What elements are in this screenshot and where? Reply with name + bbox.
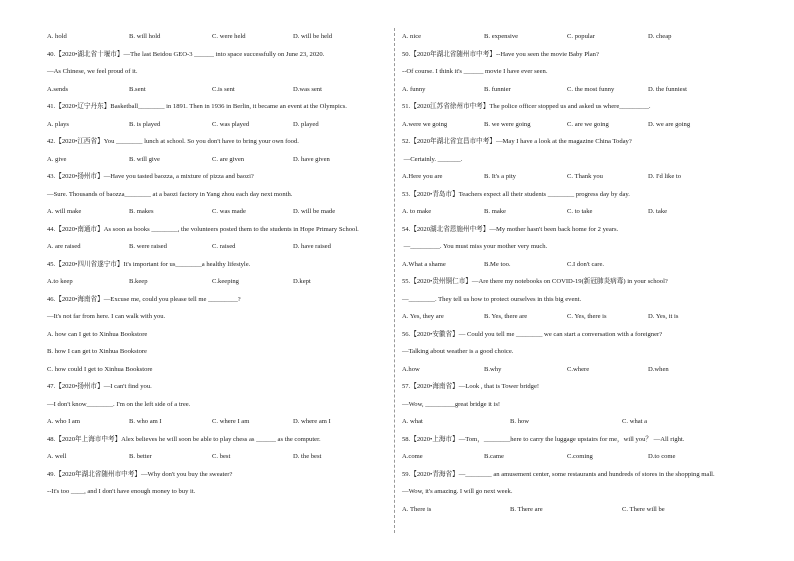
answer-option: A. plays [47, 120, 69, 128]
question-line: —It's not far from here. I can walk with you. [47, 313, 166, 320]
question-line: 54.【2020湖北省恩施州中考】—My mother hasn't been back home for 2 years. [402, 225, 619, 233]
question-line: 40.【2020•湖北省十堰市】—The last Beidou GEO-3 ______ into space successfully on June 23, 2020. [47, 50, 325, 58]
answer-options [47, 85, 387, 94]
answer-option: B. will hold [129, 33, 161, 40]
answer-option: B. is played [129, 120, 161, 128]
answer-option: A. nice [402, 33, 422, 40]
question-line: 47.【2020•扬州市】—I can't find you. [47, 383, 152, 390]
answer-option: B. There are [510, 505, 543, 513]
answer-option: C. popular [567, 33, 595, 40]
answer-options [47, 277, 387, 286]
answer-option: D. I'd like to [648, 173, 682, 180]
answer-option: D. cheap [648, 33, 672, 40]
answer-options [402, 365, 742, 374]
question-line: 52.【2020年湖北省宜昌市中考】—May I have a look at the magazine China Today? [402, 138, 632, 145]
answer-options [47, 417, 387, 426]
answer-option: B.keep [129, 278, 148, 285]
question-line: 45.【2020•四川省遂宁市】It's important for us________a healthy lifestyle. [47, 260, 251, 268]
question-line: —________. They tell us how to protect ourselves in this big event. [402, 295, 582, 303]
answer-option: B. how [510, 418, 530, 425]
answer-option: C. raised [212, 243, 236, 250]
answer-option: B. make [484, 208, 506, 215]
answer-option: B.why [484, 365, 502, 373]
question-line: —Certainly. _______. [402, 155, 463, 163]
answer-option: D.when [648, 365, 669, 373]
answer-option: D.to come [648, 453, 676, 460]
answer-option: D. the best [293, 453, 322, 460]
answer-options [47, 452, 387, 461]
answer-option: C. was played [212, 120, 250, 128]
answer-option: D. we are going [648, 120, 691, 128]
answer-option: C. the most funny [567, 85, 615, 93]
question-line: —_________. You must miss your mother very much. [402, 243, 548, 250]
answer-option: A.were we going [402, 120, 448, 128]
left-column [47, 32, 387, 505]
question-line: —Wow, _________great bridge it is! [402, 400, 501, 408]
question-line: 59.【2020•青海省】—________ an amusement center, some restaurants and hundreds of stores in the shopping mall. [402, 470, 715, 478]
answer-option: C. was made [212, 208, 246, 215]
answer-option: C. were held [212, 33, 246, 40]
answer-options [402, 32, 742, 41]
answer-option: D. will be made [293, 208, 336, 215]
answer-option: A. give [47, 155, 67, 163]
answer-option: B.Me too. [484, 260, 511, 268]
answer-option: B.came [484, 453, 504, 460]
answer-option: C. There will be [622, 505, 665, 513]
answer-option: C. best [212, 453, 231, 460]
question-line: 42.【2020•江西省】You ________ lunch at school. So you don't have to bring your own food. [47, 138, 299, 145]
question-line: 53.【2020•青岛市】Teachers expect all their students ________ progress day by day. [402, 190, 630, 198]
question-line: 43.【2020•扬州市】—Have you tasted baozza, a mixture of pizza and baozi? [47, 173, 254, 180]
answer-option: D.was sent [293, 85, 322, 93]
answer-option: A.Here you are [402, 173, 443, 180]
answer-option: D. the funniest [648, 85, 688, 93]
answer-option: D. played [293, 120, 319, 128]
answer-options [47, 207, 387, 216]
answer-option: B. will give [129, 155, 160, 163]
answer-option: B. better [129, 453, 152, 460]
question-line: —I don't know________. I'm on the left side of a tree. [47, 400, 191, 408]
answer-options [402, 452, 742, 461]
answer-option: A.to keep [47, 278, 73, 285]
answer-options [402, 172, 742, 181]
answer-option: C. Thank you [567, 173, 603, 180]
question-line: --Of course. I think it's ______ movie I have ever seen. [402, 68, 548, 75]
question-line: 55.【2020•贵州铜仁市】—Are there my notebooks on COVID-19(新冠肺炎病毒) in your school? [402, 278, 668, 285]
answer-options [402, 505, 742, 514]
answer-options [47, 120, 387, 129]
answer-option: A. who I am [47, 418, 80, 425]
answer-option: D.kept [293, 278, 311, 285]
question-line: C. how could I get to Xinhua Bookstore [47, 365, 153, 373]
answer-options [47, 32, 387, 41]
column-divider [394, 28, 395, 533]
answer-option: C. are given [212, 155, 245, 163]
answer-option: B. who am I [129, 418, 162, 425]
answer-option: C. where I am [212, 418, 250, 425]
answer-option: B. we were going [484, 120, 531, 128]
answer-option: A. funny [402, 85, 426, 93]
answer-option: A. to make [402, 208, 432, 215]
question-line: —Talking about weather is a good choice. [402, 348, 514, 355]
answer-option: C. to take [567, 208, 593, 215]
answer-option: B. makes [129, 208, 154, 215]
answer-options [402, 260, 742, 269]
answer-option: C.where [567, 365, 590, 373]
question-line: 49.【2020年湖北省随州市中考】—Why don't you buy the sweater? [47, 470, 233, 478]
question-line: 41.【2020•辽宁丹东】Basketball________ in 1891. Then in 1936 in Berlin, it became an event at the Olympics. [47, 103, 347, 110]
question-line: A. how can I get to Xinhua Bookstore [47, 330, 148, 338]
answer-option: B. It's a pity [484, 173, 516, 180]
answer-option: A. will make [47, 208, 82, 215]
right-column [402, 32, 742, 522]
question-line: —Sure. Thousands of baozza________ at a baozi factory in Yang zhou each day next month. [47, 190, 293, 198]
answer-option: D. Yes, it is [648, 313, 679, 320]
answer-option: A.come [402, 453, 423, 460]
question-line: —Wow, it's amazing. I will go next week. [402, 488, 513, 495]
answer-options [402, 207, 742, 216]
answer-option: A. what [402, 418, 423, 425]
answer-option: B. Yes, there are [484, 313, 528, 320]
answer-options [402, 417, 742, 426]
answer-options [402, 312, 742, 321]
answer-option: A.how [402, 365, 420, 373]
answer-options [402, 120, 742, 129]
answer-option: B. funnier [484, 85, 511, 93]
answer-option: A. Yes, they are [402, 313, 444, 320]
answer-option: C.I don't care. [567, 260, 605, 268]
answer-option: D. will be held [293, 33, 333, 40]
question-line: 44.【2020•南通市】As soon as books ________, the volunteers posted them to the students in Hope Primary School. [47, 225, 359, 233]
answer-options [402, 85, 742, 94]
question-line: 50.【2020年湖北省随州市中考】--Have you seen the movie Baby Plan? [402, 50, 599, 58]
answer-option: A. hold [47, 33, 67, 40]
question-line: 48.【2020年上海市中考】Alex believes he will soon be able to play chess as ______ as the computer. [47, 435, 321, 443]
answer-option: A. are raised [47, 243, 81, 250]
answer-option: B.sent [129, 85, 146, 93]
answer-options [47, 242, 387, 251]
answer-option: D. have raised [293, 243, 331, 250]
answer-option: C. what a [622, 418, 648, 425]
answer-option: D. where am I [293, 418, 331, 425]
answer-option: B. were raised [129, 243, 167, 250]
answer-option: A.What a shame [402, 260, 446, 268]
question-line: —As Chinese, we feel proud of it. [47, 68, 138, 75]
answer-option: D. have given [293, 155, 330, 163]
question-line: 56.【2020•安徽省】— Could you tell me ________ we can start a conversation with a foreigner? [402, 330, 663, 338]
answer-option: B. expensive [484, 33, 519, 40]
question-line: --It's too ____, and I don't have enough money to buy it. [47, 488, 196, 495]
question-line: 58.【2020•上海市】—Tom，________here to carry the luggage upstairs for me，will you？ —All right. [402, 435, 685, 443]
answer-options [47, 155, 387, 164]
answer-option: A.sends [47, 85, 69, 93]
answer-option: C. Yes, there is [567, 313, 607, 320]
answer-option: C.is sent [212, 85, 235, 93]
answer-option: D. take [648, 208, 668, 215]
question-line: 51.【2020江苏省徐州市中考】The police officer stopped us and asked us where_________. [402, 103, 651, 110]
answer-option: A. well [47, 453, 67, 460]
answer-option: C.coming [567, 453, 593, 460]
answer-option: A. There is [402, 505, 432, 513]
question-line: 57.【2020•海南省】—Look , that is Tower bridge! [402, 383, 540, 390]
answer-option: C.keeping [212, 278, 239, 285]
question-line: B. how I can get to Xinhua Bookstore [47, 348, 147, 355]
answer-option: C. are we going [567, 120, 609, 128]
question-line: 46.【2020•海南省】—Excuse me, could you please tell me _________? [47, 295, 241, 303]
